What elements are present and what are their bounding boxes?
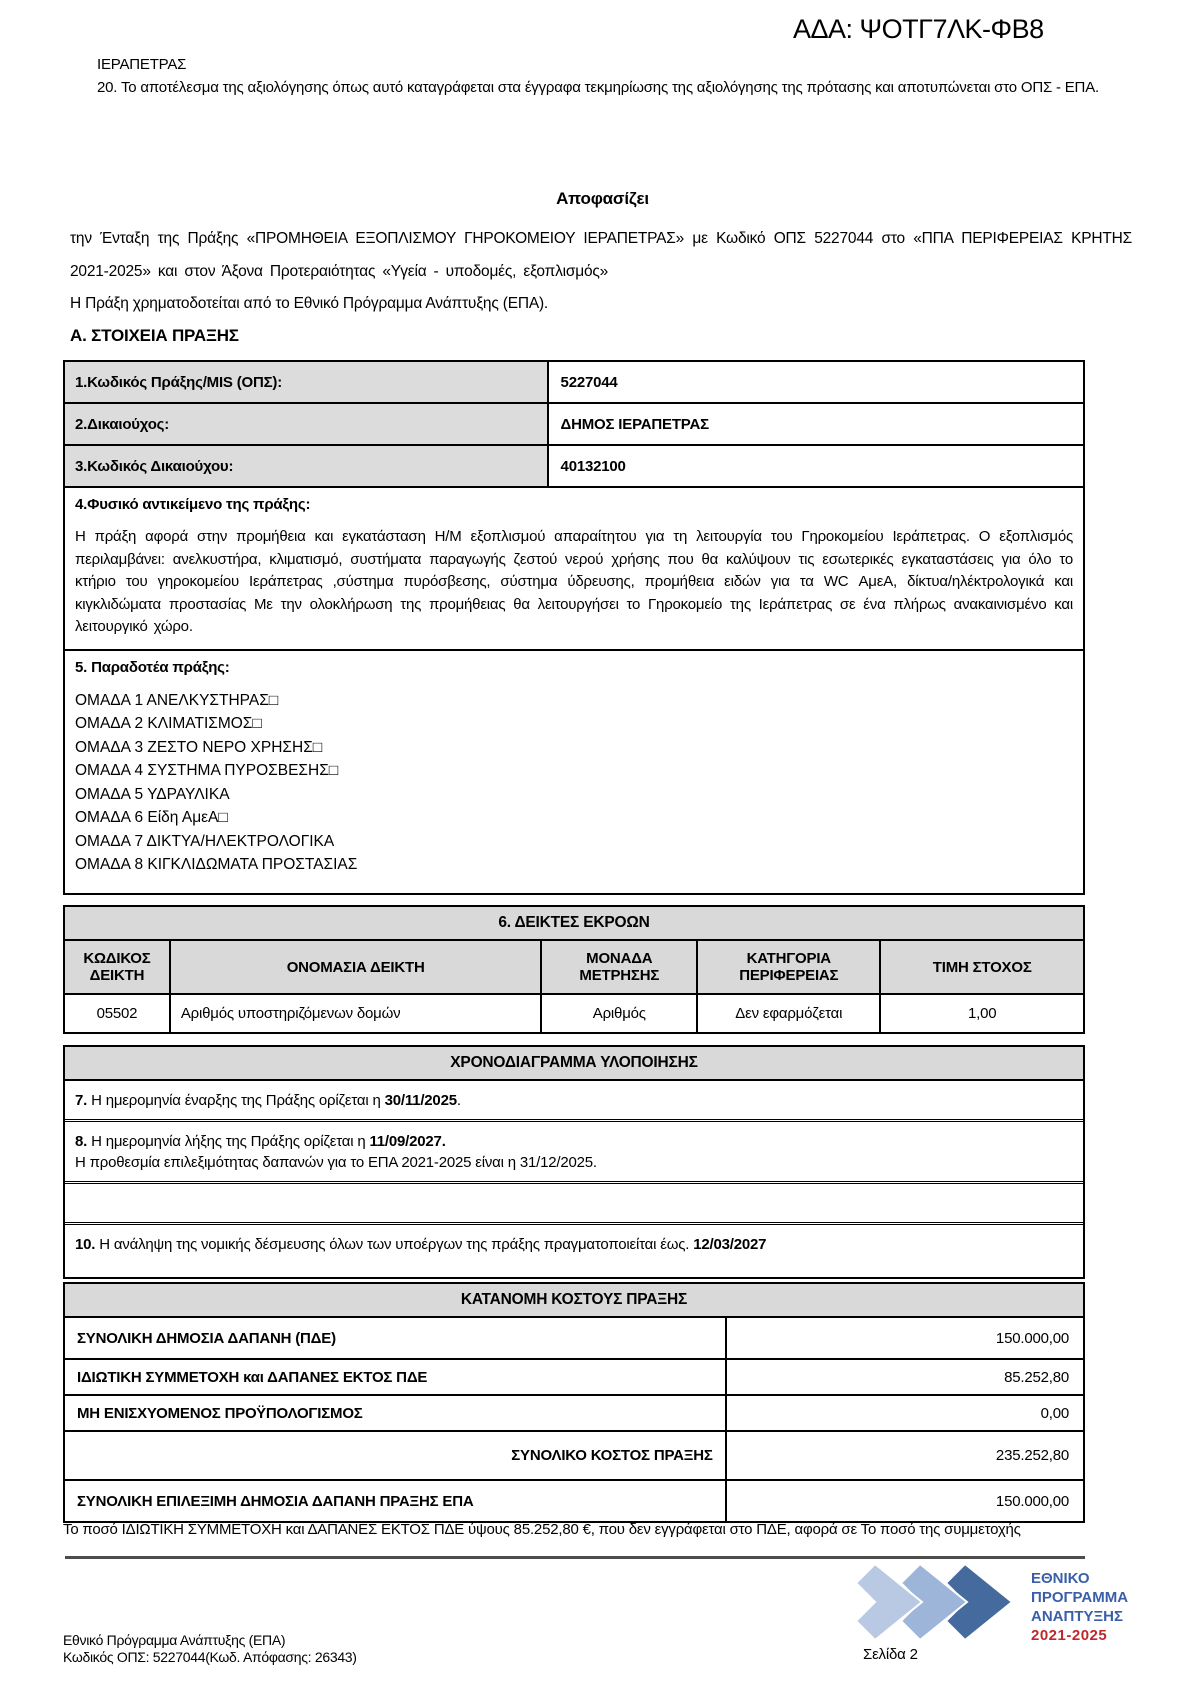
indicator-data-row <box>65 995 1083 1032</box>
row-label: 1.Κωδικός Πράξης/MIS (ΟΠΣ): <box>65 362 549 402</box>
physical-object-section <box>65 488 1083 651</box>
footer-program-line: Εθνικό Πρόγραμμα Ανάπτυξης (ΕΠΑ) <box>63 1632 286 1648</box>
footer-block <box>63 1632 357 1666</box>
table-row <box>65 446 1083 488</box>
epa-logo-icon <box>856 1562 1012 1642</box>
indicators-header-row <box>65 941 1083 995</box>
column-header: ΚΩΔΙΚΟΣ ΔΕΙΚΤΗ <box>65 941 171 993</box>
row-text: Η ημερομηνία λήξης της Πράξης ορίζεται η <box>87 1133 370 1150</box>
cost-label: ΣΥΝΟΛΙΚΟ ΚΟΣΤΟΣ ΠΡΑΞΗΣ <box>65 1432 727 1479</box>
epa-logo-text <box>1031 1569 1128 1645</box>
list-item: ΟΜΑΔΑ 8 ΚΙΓΚΛΙΔΩΜΑΤΑ ΠΡΟΣΤΑΣΙΑΣ <box>75 856 358 873</box>
commitment-date: 12/03/2027 <box>693 1236 767 1253</box>
list-item: ΟΜΑΔΑ 7 ΔΙΚΤΥΑ/ΗΛΕΚΤΡΟΛΟΓΙΚΑ <box>75 832 335 850</box>
decision-heading: Αποφασίζει <box>556 189 649 208</box>
deliverables-list <box>75 689 1073 877</box>
row-number: 10. <box>75 1236 96 1253</box>
decision-paragraph: την Ένταξη της Πράξης «ΠΡΟΜΗΘΕΙΑ ΕΞΟΠΛΙΣΜΟΥ ΓΗΡΟΚΟΜΕΙΟΥ ΙΕΡΑΠΕΤΡΑΣ» με Κωδικό ΟΠΣ 5227044 στο «ΠΠΑ ΠΕΡΙΦΕΡΕΙΑΣ ΚΡΗΤΗΣ 2021-2025» και στον Άξονα Προτεραιότητας «Υγεία - υποδομές, εξοπλισμός» <box>70 230 1132 280</box>
logo-years: 2021-2025 <box>1031 1627 1108 1644</box>
row-label: 3.Κωδικός Δικαιούχου: <box>65 446 549 486</box>
cost-row <box>65 1360 1083 1396</box>
cost-row <box>65 1481 1083 1521</box>
deliverables-label: 5. Παραδοτέα πράξης: <box>75 658 230 676</box>
cost-label: ΣΥΝΟΛΙΚΗ ΔΗΜΟΣΙΑ ΔΑΠΑΝΗ (ΠΔΕ) <box>65 1318 727 1358</box>
funding-paragraph: Η Πράξη χρηματοδοτείται από το Εθνικό Πρόγραμμα Ανάπτυξης (ΕΠΑ). <box>70 295 549 312</box>
cost-label: ΙΔΙΩΤΙΚΗ ΣΥΜΜΕΤΟΧΗ και ΔΑΠΑΝΕΣ ΕΚΤΟΣ ΠΔΕ <box>65 1360 727 1394</box>
end-date: 11/09/2027. <box>369 1133 446 1150</box>
indicator-region-category: Δεν εφαρμόζεται <box>698 995 881 1032</box>
cost-table-title: ΚΑΤΑΝΟΜΗ ΚΟΣΤΟΥΣ ΠΡΑΞΗΣ <box>65 1284 1083 1318</box>
row-value: 5227044 <box>560 373 618 391</box>
table-row <box>65 404 1083 446</box>
physical-object-label: 4.Φυσικό αντικείμενο της πράξης: <box>75 496 311 513</box>
row-value: 40132100 <box>560 457 626 475</box>
list-item: ΟΜΑΔΑ 6 Είδη ΑμεΑ□ <box>75 809 228 826</box>
column-header: ΜΟΝΑΔΑ ΜΕΤΡΗΣΗΣ <box>542 941 698 993</box>
list-item: ΟΜΑΔΑ 3 ΖΕΣΤΟ ΝΕΡΟ ΧΡΗΣΗΣ□ <box>75 738 323 756</box>
list-item: ΟΜΑΔΑ 5 ΥΔΡΑΥΛΙΚΑ <box>75 785 230 803</box>
deliverables-section <box>65 651 1083 893</box>
table-row <box>65 362 1083 404</box>
timeline-table-title: ΧΡΟΝΟΔΙΑΓΡΑΜΜΑ ΥΛΟΠΟΙΗΣΗΣ <box>65 1047 1083 1081</box>
location-line: ΙΕΡΑΠΕΤΡΑΣ <box>97 56 187 73</box>
row-text-end: . <box>456 1092 461 1109</box>
physical-object-text: Η πράξη αφορά στην προμήθεια και εγκατάσταση Η/Μ εξοπλισμού απαραίτητου για τη λειτουργία του Γηροκομείου Ιεράπετρας. Ο εξοπλισμός περιλαμβάνει: ανελκυστήρα, κλιματισμό, συστήματα παραγωγής ζεστού νερού χρήσης που θα καλύψουν τις εσωτερικές εγκαταστάσεις για όλο το κτήριο του γηροκομείου Ιεράπετρας ,σύστημα πυρόσβεσης, σύστημα ύδρευσης, προμήθεια ειδών για τα WC ΑμεΑ, δίκτυα/ηλέκτρολογικά και κιγκλιδώματα προστασίας Με την ολοκλήρωση της προμήθειας θα λειτουργήσει το Γηροκομείο της Ιεράπετρας σε ένα πλήρως ανακαινισμένο και λειτουργικό χώρο. <box>75 528 1073 635</box>
row-number: 7. <box>75 1092 88 1109</box>
cost-total-row <box>65 1432 1083 1481</box>
row-line-1 <box>75 1131 1073 1152</box>
output-indicators-table <box>63 905 1085 1034</box>
cost-label: ΣΥΝΟΛΙΚΗ ΕΠΙΛΕΞΙΜΗ ΔΗΜΟΣΙΑ ΔΑΠΑΝΗ ΠΡΑΞΗΣ ΕΠΑ <box>65 1481 727 1521</box>
row-text: Η ανάληψη της νομικής δέσμευσης όλων των υποέργων της πράξης πραγματοποιείται έως. <box>95 1236 694 1253</box>
row-label: 2.Δικαιούχος: <box>65 404 549 444</box>
ada-number: ΑΔΑ: ΨΟΤΓ7ΛΚ-ΦΒ8 <box>793 14 1044 44</box>
row-text: Η ημερομηνία έναρξης της Πράξης ορίζεται η <box>87 1092 385 1109</box>
column-header: ΚΑΤΗΓΟΡΙΑ ΠΕΡΙΦΕΡΕΙΑΣ <box>698 941 881 993</box>
timeline-empty-row <box>65 1184 1083 1225</box>
logo-line: ΠΡΟΓΡΑΜΜΑ <box>1031 1589 1129 1606</box>
indicator-target: 1,00 <box>968 1005 997 1022</box>
logo-line: ΕΘΝΙΚΟ <box>1031 1570 1090 1587</box>
cost-row <box>65 1396 1083 1432</box>
column-header: ΤΙΜΗ ΣΤΟΧΟΣ <box>932 958 1032 976</box>
cost-value: 150.000,00 <box>995 1329 1069 1347</box>
cost-value: 235.252,80 <box>995 1447 1069 1464</box>
cost-value: 150.000,00 <box>995 1492 1069 1510</box>
list-item: ΟΜΑΔΑ 4 ΣΥΣΤΗΜΑ ΠΥΡΟΣΒΕΣΗΣ□ <box>75 762 339 779</box>
row-value: ΔΗΜΟΣ ΙΕΡΑΠΕΤΡΑΣ <box>560 415 709 433</box>
indicator-name: Αριθμός υποστηριζόμενων δομών <box>171 995 543 1032</box>
timeline-row-10 <box>65 1225 1083 1277</box>
cost-breakdown-table <box>63 1282 1085 1523</box>
eligibility-note: Η προθεσμία επιλεξιμότητας δαπανών για το ΕΠΑ 2021-2025 είναι η 31/12/2025. <box>75 1154 597 1171</box>
logo-line: ΑΝΑΠΤΥΞΗΣ <box>1031 1608 1123 1625</box>
row-number: 8. <box>75 1133 88 1150</box>
footer-divider <box>65 1556 1085 1559</box>
indicator-code: 05502 <box>65 995 171 1032</box>
timeline-row-7 <box>65 1081 1083 1122</box>
timeline-table <box>63 1045 1085 1279</box>
footer-code-line: Κωδικός ΟΠΣ: 5227044(Κωδ. Απόφασης: 26343) <box>63 1649 357 1665</box>
praxis-details-table <box>63 360 1085 895</box>
cost-row <box>65 1318 1083 1360</box>
timeline-row-8 <box>65 1122 1083 1184</box>
cost-value: 85.252,80 <box>1004 1368 1069 1386</box>
indicators-table-title: 6. ΔΕΙΚΤΕΣ ΕΚΡΟΩΝ <box>65 907 1083 941</box>
start-date: 30/11/2025 <box>384 1092 457 1109</box>
section-a-heading: Α. ΣΤΟΙΧΕΙΑ ΠΡΑΞΗΣ <box>70 326 239 345</box>
column-header: ΟΝΟΜΑΣΙΑ ΔΕΙΚΤΗ <box>171 941 543 993</box>
list-item: ΟΜΑΔΑ 2 ΚΛΙΜΑΤΙΣΜΟΣ□ <box>75 715 262 732</box>
private-contribution-note: Το ποσό ΙΔΙΩΤΙΚΗ ΣΥΜΜΕΤΟΧΗ και ΔΑΠΑΝΕΣ ΕΚΤΟΣ ΠΔΕ ύψους 85.252,80 €, που δεν εγγράφεται στο ΠΔΕ, αφορά σε Το ποσό της συμμετοχής <box>63 1521 1021 1538</box>
assessment-paragraph: 20. Το αποτέλεσμα της αξιολόγησης όπως αυτό καταγράφεται στα έγγραφα τεκμηρίωσης της αξιολόγησης της πρότασης και αποτυπώνεται στο ΟΠΣ - ΕΠΑ. <box>97 79 1099 96</box>
page-number: Σελίδα 2 <box>863 1646 918 1663</box>
intro-block <box>97 53 1140 99</box>
cost-value: 0,00 <box>1040 1404 1069 1422</box>
list-item: ΟΜΑΔΑ 1 ΑΝΕΛΚΥΣΤΗΡΑΣ□ <box>75 691 279 709</box>
indicator-unit: Αριθμός <box>542 995 698 1032</box>
cost-label: ΜΗ ΕΝΙΣΧΥΟΜΕΝΟΣ ΠΡΟΫΠΟΛΟΓΙΣΜΟΣ <box>65 1396 727 1430</box>
